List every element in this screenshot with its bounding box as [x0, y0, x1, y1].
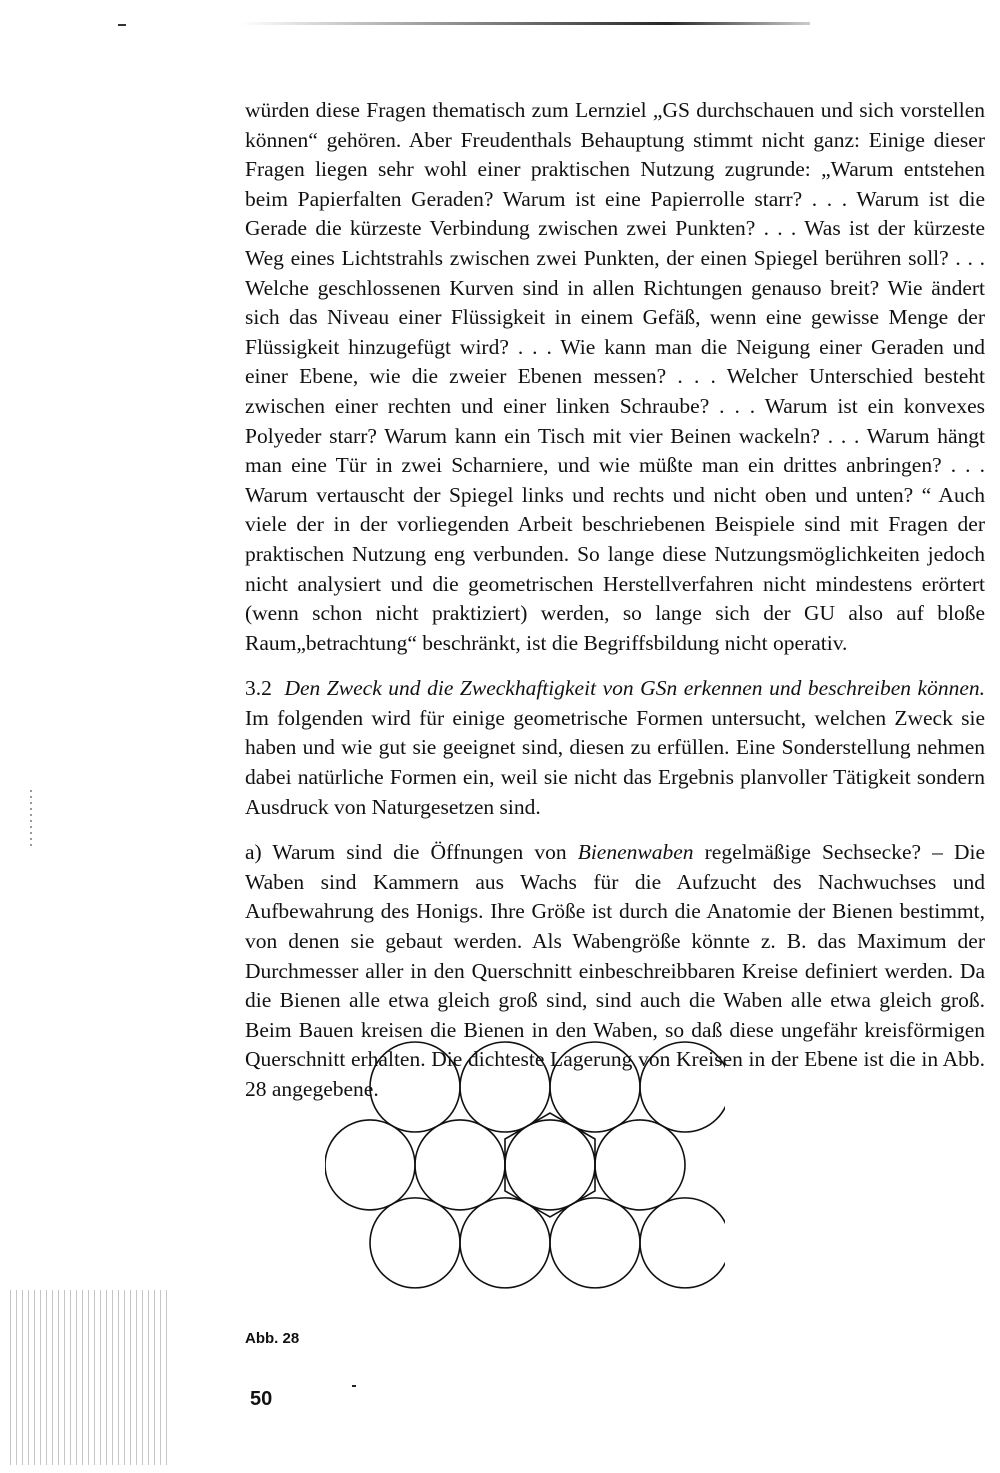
section-number: 3.2 — [245, 676, 272, 701]
scan-artifact-tick — [118, 24, 126, 26]
figure-circle-packing — [325, 1035, 725, 1335]
page-body — [245, 96, 985, 1117]
packing-circle — [640, 1198, 725, 1288]
scan-artifact-edge — [30, 790, 32, 850]
scan-artifact-line — [240, 22, 810, 25]
term-bienenwaben: Bienenwaben — [577, 840, 694, 865]
packing-circle — [505, 1120, 595, 1210]
packing-circle — [325, 1120, 415, 1210]
figure-caption: Abb. 28 — [245, 1330, 300, 1347]
packing-circle — [550, 1042, 640, 1132]
paragraph-freudenthal: würden diese Fragen thematisch zum Lernziel „GS durchschauen und sich vorstellen können“ gehören. Aber Freudenthals Behauptung stimmt nicht ganz: Einige dieser Fragen liegen sehr wohl einer praktischen Nutzung zugrunde: „Warum entstehen beim Papierfalten Geraden? Warum ist eine Papierrolle starr? . . . Warum ist die Gerade die kürzeste Verbindung zwischen zwei Punkten? . . . Was ist der kürzeste Weg eines Lichtstrahls zwischen zwei Punkten, der einen Spiegel berühren soll? . . . Welche geschlossenen Kurven sind in allen Richtungen genauso breit? Wie ändert sich das Niveau einer Flüssigkeit in einem Gefäß, wenn eine gewisse Menge der Flüssigkeit hinzugefügt wird? . . . Wie kann man die Neigung einer Geraden und einer Ebene, wie die zweier Ebenen messen? . . . Welcher Unterschied besteht zwischen einer rechten und einer linken Schraube? . . . Warum ist ein konvexes Polyeder starr? Warum kann ein Tisch mit vier Beinen wackeln? . . . Warum hängt man eine Tür in zwei Scharniere, und wie müßte man ein drittes anbringen? . . . Warum vertauscht der Spiegel links und rechts und nicht oben und unten? “ Auch viele der in der vorliegenden Arbeit beschriebenen Beispiele sind mit Fragen der praktischen Nutzung eng verbunden. So lange diese Nutzungsmöglichkeiten jedoch nicht analysiert und die geometrischen Herstellverfahren nicht mindestens erörtert (wenn schon nicht praktiziert) werden, so lange sich der GU also auf bloße Raum„betrachtung“ beschränkt, ist die Begriffsbildung nicht operativ. — [245, 98, 985, 655]
paragraph-lead: a) Warum sind die Öffnungen von — [245, 840, 567, 865]
scan-artifact-dash — [352, 1385, 356, 1387]
packing-circle — [415, 1120, 505, 1210]
packing-circle — [460, 1042, 550, 1132]
hexagon-outline — [505, 1113, 595, 1217]
section-body: Im folgenden wird für einige geometrische Formen untersucht, welchen Zweck sie haben und wie gut sie geeignet sind, diesen zu erfüllen. Eine Sonderstellung nehmen dabei natürliche Formen ein, weil sie nicht das Ergebnis planvoller Tätigkeit sondern Ausdruck von Naturgesetzen sind. — [245, 705, 985, 819]
packing-circle — [595, 1120, 685, 1210]
section-3-2 — [245, 674, 985, 822]
packing-circle — [460, 1198, 550, 1288]
page-number: 50 — [250, 1388, 273, 1410]
section-title: Den Zweck und die Zweckhaftigkeit von GSn erkennen und beschreiben können. — [284, 676, 986, 701]
packing-circle — [640, 1042, 725, 1132]
packing-circle — [370, 1042, 460, 1132]
scan-artifact-binding — [10, 1290, 170, 1465]
packing-circle — [550, 1198, 640, 1288]
paragraph-rest: regelmäßige Sechsecke? – Die Waben sind Kammern aus Wachs für die Aufzucht des Nachwuchses und Aufbewahrung des Honigs. Ihre Größe ist durch die Anatomie der Bienen bestimmt, von denen sie gebaut werden. Als Wabengröße könnte z. B. das Maximum der Durchmesser aller in den Querschnitt einbeschreibbaren Kreise definiert werden. Da die Bienen alle etwa gleich groß sind, sind auch die Waben alle etwa gleich groß. Beim Bauen kreisen die Bienen in den Waben, so daß diese ungefähr kreisförmigen Querschnitt erhalten. Die dichteste Lagerung von Kreisen in der Ebene ist die in Abb. 28 angegebene. — [245, 840, 986, 1101]
packing-circle — [370, 1198, 460, 1288]
